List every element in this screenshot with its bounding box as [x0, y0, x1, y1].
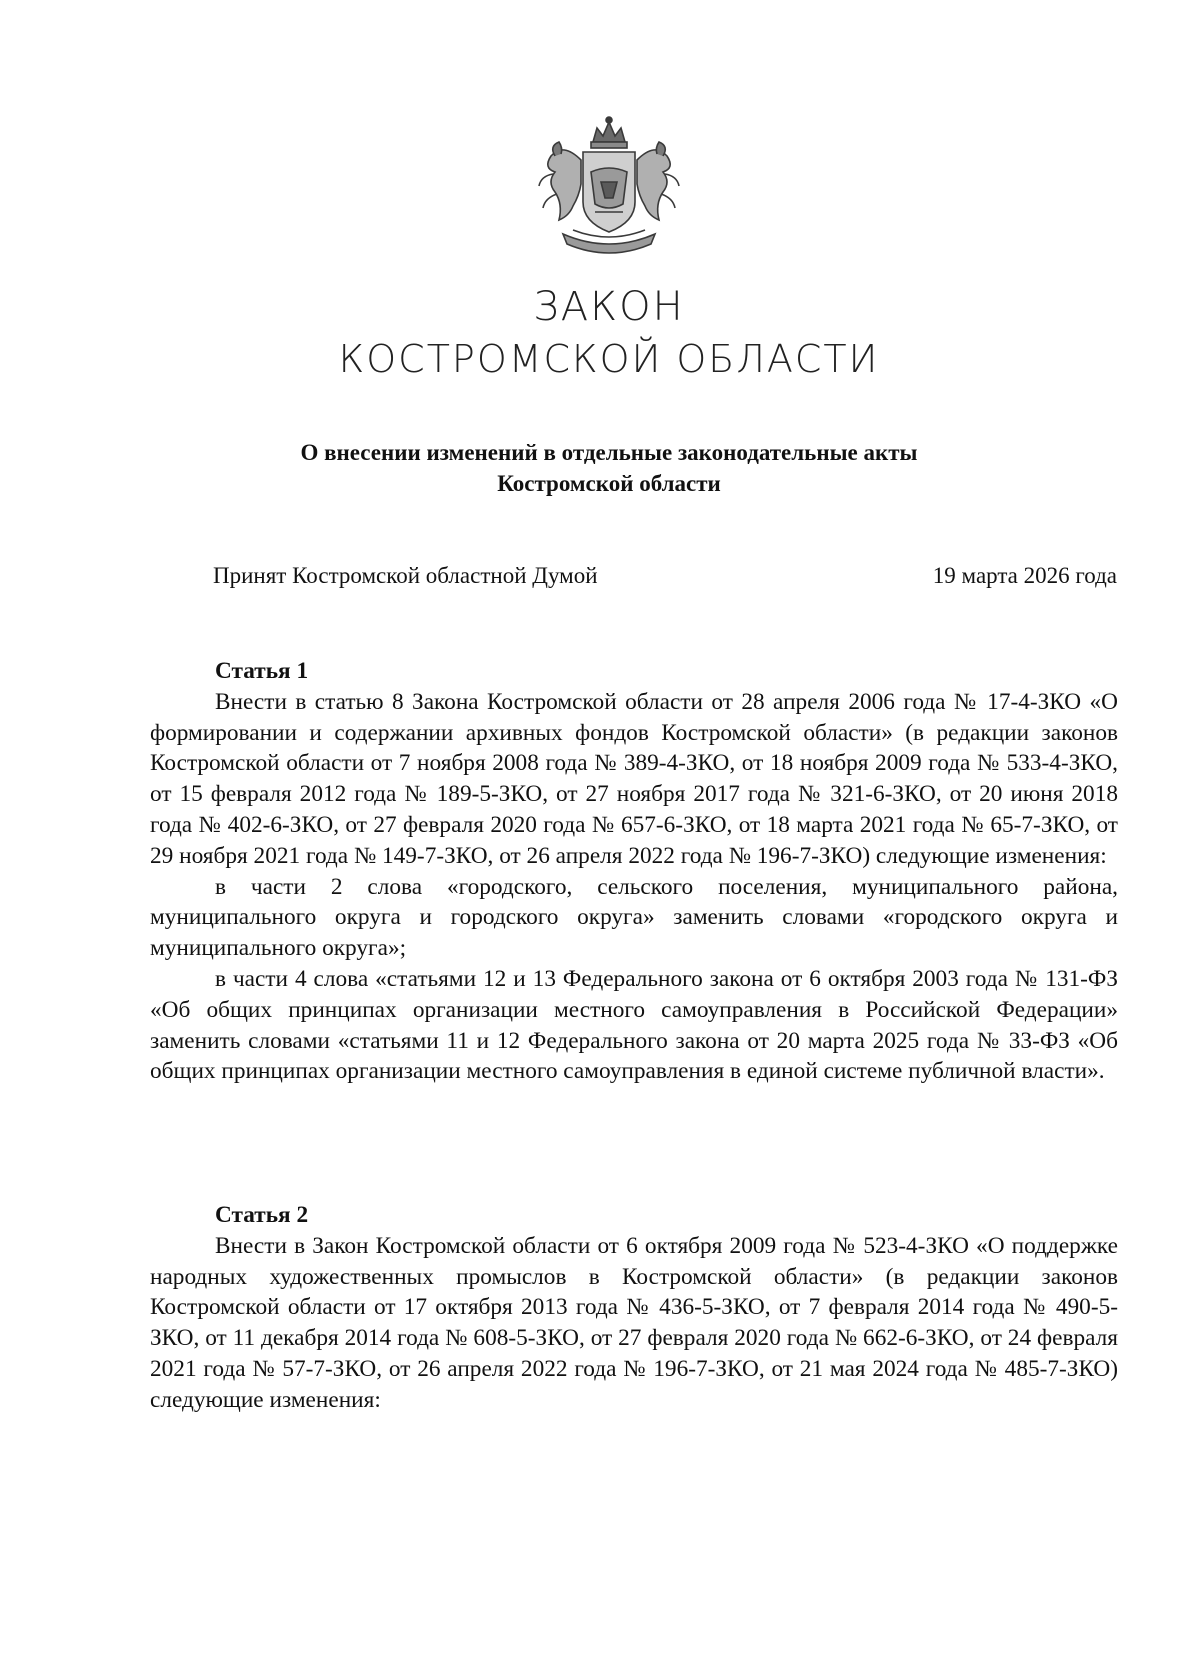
article-2	[150, 1200, 1118, 1416]
article-2-paragraph-1: Внести в Закон Костромской области от 6 октября 2009 года № 523-4-ЗКО «О поддержке народных художественных промыслов в Костромской области» (в редакции законов Костромской области от 17 октября 2013 года № 436-5-ЗКО, от 7 февраля 2014 года № 490-5-ЗКО, от 11 декабря 2014 года № 608-5-ЗКО, от 27 февраля 2020 года № 662-6-ЗКО, от 24 февраля 2021 года № 57-7-ЗКО, от 26 апреля 2022 года № 196-7-ЗКО, от 21 мая 2024 года № 485-7-ЗКО) следующие изменения:	[150, 1232, 1118, 1413]
article-1-title: Статья 1	[215, 658, 309, 684]
article-1-paragraph-2: в части 2 слова «городского, сельского поселения, муниципального района, муниципального округа и городского округа» заменить словами «городского округа и муниципального округа»;	[150, 873, 1118, 962]
adopted-by: Принят Костромской областной Думой	[213, 563, 598, 588]
article-1-paragraph-3: в части 4 слова «статьями 12 и 13 Федерального закона от 6 октября 2003 года № 131-ФЗ «Об общих принципах организации местного самоуправления в Российской Федерации» заменить словами «статьями 11 и 12 Федерального закона от 20 марта 2025 года № 33-ФЗ «Об общих принципах организации местного самоуправления в единой системе публичной власти».	[150, 965, 1118, 1085]
coat-of-arms-icon	[533, 112, 685, 262]
law-title-line-1: ЗАКОН	[533, 284, 685, 330]
document-heading	[0, 437, 1200, 499]
article-1-paragraph-1: Внести в статью 8 Закона Костромской области от 28 апреля 2006 года № 17-4-ЗКО «О формировании и содержании архивных фондов Костромской области» (в редакции законов Костромской области от 7 ноября 2008 года № 389-4-ЗКО, от 18 ноября 2009 года № 533-4-ЗКО, от 15 февраля 2012 года № 189-5-ЗКО, от 27 ноября 2017 года № 321-6-ЗКО, от 20 июня 2018 года № 402-6-ЗКО, от 27 февраля 2020 года № 657-6-ЗКО, от 18 марта 2021 года № 65-7-ЗКО, от 29 ноября 2021 года № 149-7-ЗКО, от 26 апреля 2022 года № 196-7-ЗКО) следующие изменения:	[150, 688, 1118, 869]
adoption-row	[213, 563, 1117, 589]
law-title-line-2: КОСТРОМСКОЙ ОБЛАСТИ	[338, 337, 880, 381]
heading-line-2: Костромской области	[497, 471, 721, 496]
article-1	[150, 656, 1118, 1087]
article-2-title: Статья 2	[215, 1202, 309, 1228]
heading-line-1: О внесении изменений в отдельные законодательные акты	[300, 440, 918, 465]
adoption-date: 19 марта 2026 года	[932, 563, 1117, 588]
